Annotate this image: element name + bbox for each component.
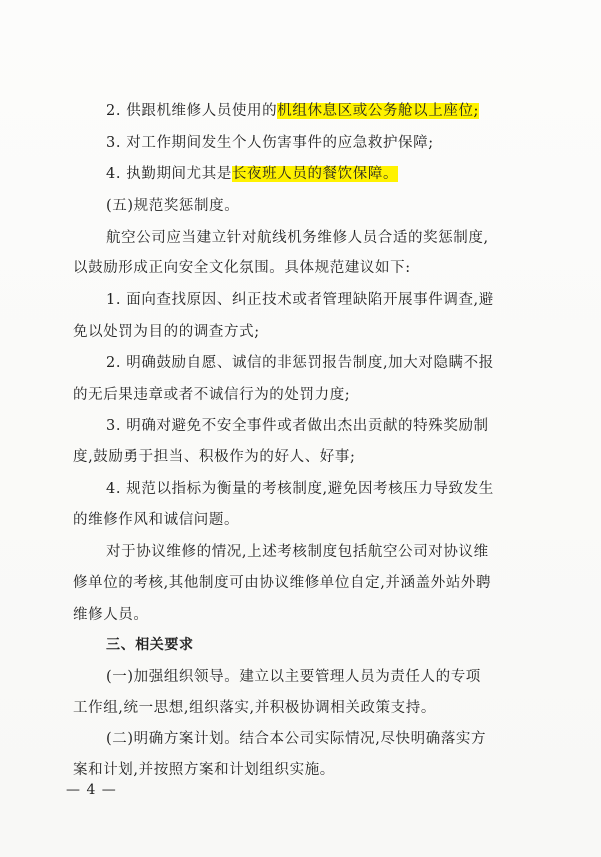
text-line: [106, 667, 543, 687]
text-line: [73, 258, 543, 278]
text-segment: 对于协议维修的情况,上述考核制度包括航空公司对协议维: [106, 544, 489, 560]
highlighted-text: 机组休息区或公务舱以上座位;: [277, 103, 480, 119]
text-segment: 工作组,统一思想,组织落实,并积极协调相关政策支持。: [73, 700, 436, 716]
text-segment: 航空公司应当建立针对航线机务维修人员合适的奖惩制度,: [106, 230, 489, 246]
text-line: [106, 133, 543, 153]
text-segment: 3. 明确对避免不安全事件或者做出杰出贡献的特殊奖励制: [106, 418, 489, 434]
text-line: [73, 322, 543, 342]
text-line: [106, 729, 543, 749]
text-segment: 三、相关要求: [106, 637, 194, 653]
text-segment: 3. 对工作期间发生个人伤害事件的应急救护保障;: [106, 135, 434, 151]
text-segment: 案和计划,并按照方案和计划组织实施。: [73, 762, 335, 778]
text-line: [73, 573, 543, 593]
text-segment: 免以处罚为目的的调查方式;: [73, 324, 260, 340]
text-line: [106, 479, 543, 499]
text-line: [73, 605, 543, 625]
text-segment: (一)加强组织领导。建立以主要管理人员为责任人的专项: [106, 669, 481, 685]
text-line: [73, 698, 543, 718]
text-segment: 维修人员。: [73, 607, 149, 623]
text-line: [73, 510, 543, 530]
text-segment: 修单位的考核,其他制度可由协议维修单位自定,并涵盖外站外聘: [73, 575, 492, 591]
text-line: [106, 542, 543, 562]
text-line: [73, 385, 543, 405]
text-segment: 的维修作风和诚信问题。: [73, 512, 240, 528]
text-line: [106, 228, 543, 248]
text-segment: 度,鼓励勇于担当、积极作为的好人、好事;: [73, 449, 356, 465]
page-number: — 4 —: [66, 782, 117, 798]
text-segment: (五)规范奖惩制度。: [106, 198, 240, 214]
text-line: [73, 760, 543, 780]
text-segment: 以鼓励形成正向安全文化氛围。具体规范建议如下:: [73, 260, 411, 276]
text-segment: 2. 供跟机维修人员使用的: [106, 103, 278, 119]
text-segment: 2. 明确鼓励自愿、诚信的非惩罚报告制度,加大对隐瞒不报: [106, 355, 494, 371]
text-segment: 的无后果违章或者不诚信行为的处罚力度;: [73, 387, 351, 403]
section-heading: [106, 196, 543, 216]
text-segment: 4. 执勤期间尤其是: [106, 166, 232, 182]
text-line: [106, 164, 543, 184]
highlighted-text: 长夜班人员的餐饮保障。: [231, 166, 399, 182]
text-line: [106, 353, 543, 373]
section-heading: [106, 635, 543, 655]
text-segment: 1. 面向查找原因、纠正技术或者管理缺陷开展事件调查,避: [106, 292, 494, 308]
text-segment: 4. 规范以指标为衡量的考核制度,避免因考核压力导致发生: [106, 481, 494, 497]
text-segment: (二)明确方案计划。结合本公司实际情况,尽快明确落实方: [106, 731, 487, 747]
text-line: [73, 447, 543, 467]
text-line: [106, 290, 543, 310]
text-line: [106, 101, 543, 121]
text-line: [106, 416, 543, 436]
